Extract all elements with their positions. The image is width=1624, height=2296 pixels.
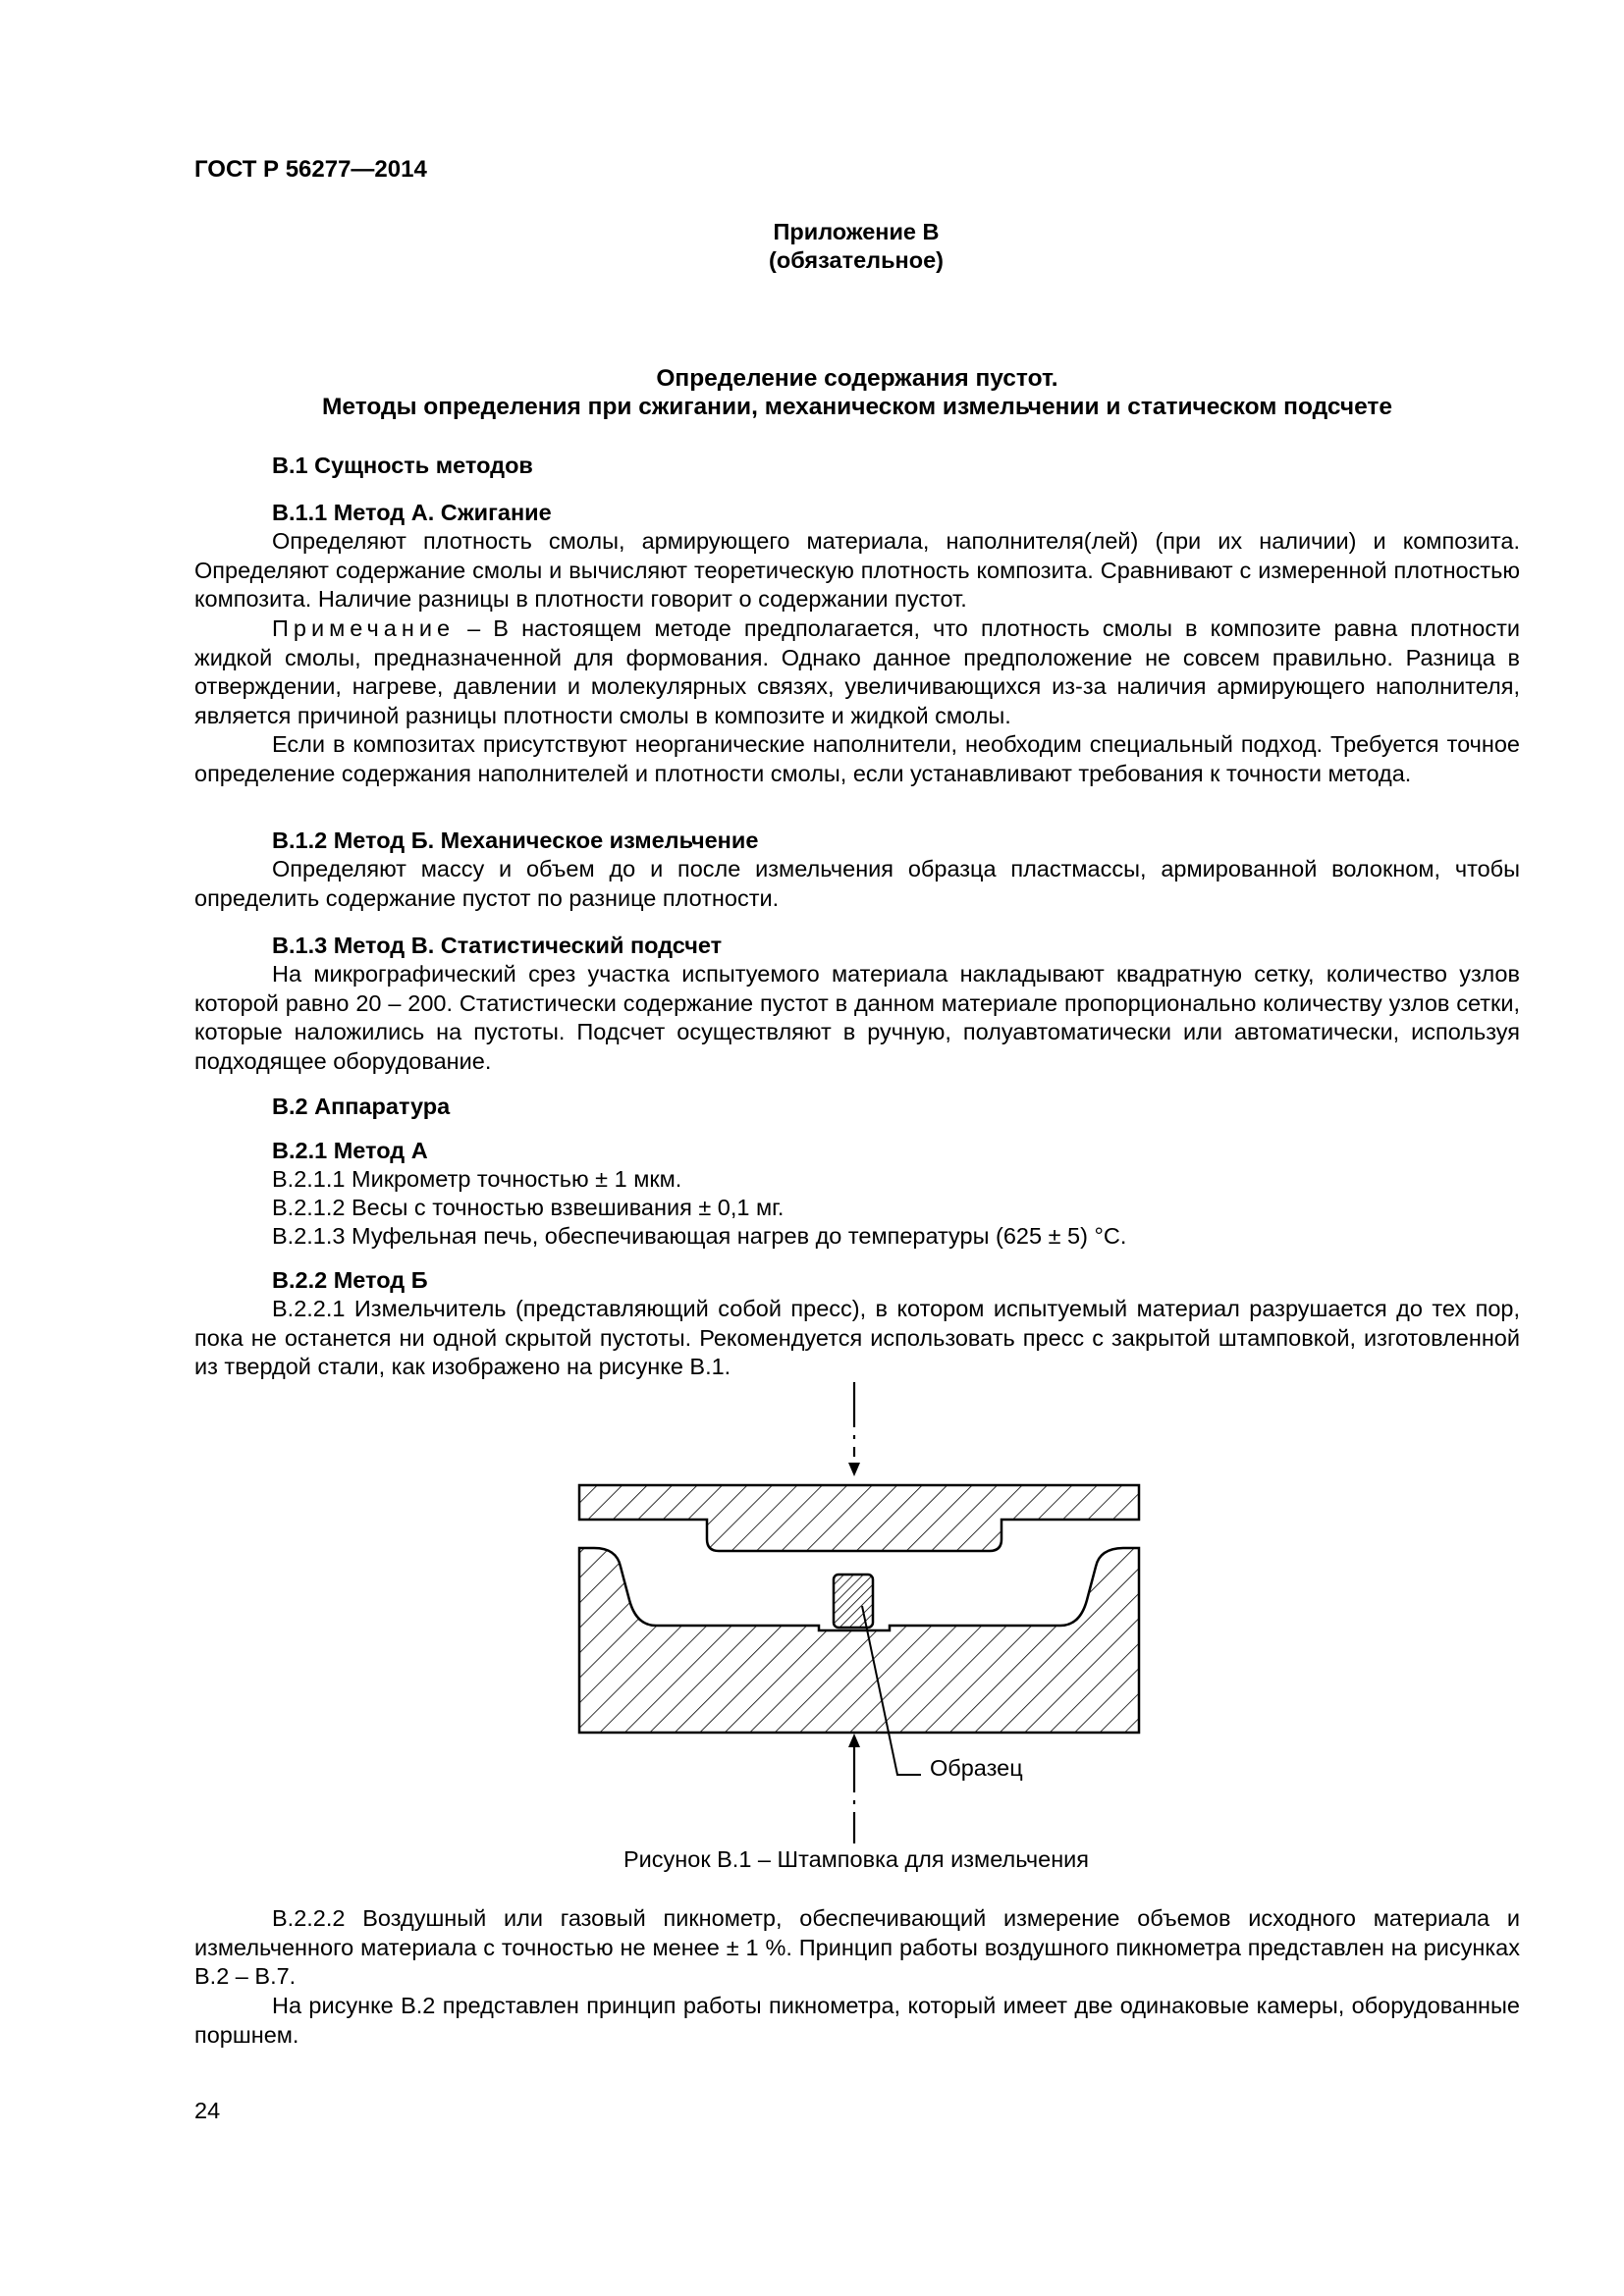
section-heading-b1: В.1 Сущность методов <box>272 453 533 478</box>
standard-designation: ГОСТ Р 56277—2014 <box>194 156 427 183</box>
annex-heading-line2: Методы определения при сжигании, механическом измельчении и статическом подсчете <box>321 394 1392 420</box>
punch <box>579 1485 1139 1551</box>
annex-status: (обязательное) <box>769 247 944 273</box>
section-heading-b12: В.1.2 Метод Б. Механическое измельчение <box>272 828 759 853</box>
paragraph-b221: В.2.2.1 Измельчитель (представляющий собой пресс), в котором испытуемый материал разрушается до тех пор, пока не останется ни одной скрытой пустоты. Рекомендуется использовать пресс с закрытой штамповкой, изготовленной из твердой стали, как изображено на рисунке В.1. <box>194 1296 1520 1379</box>
section-heading-b2: В.2 Аппаратура <box>272 1094 451 1119</box>
force-arrow-top <box>848 1463 860 1476</box>
paragraph-b222-2: На рисунке В.2 представлен принцип работы пикнометра, который имеет две одинаковые камеры, оборудованные поршнем. <box>194 1993 1520 2048</box>
sample <box>834 1575 873 1628</box>
figure-caption: Рисунок В.1 – Штамповка для измельчения <box>623 1846 1090 1872</box>
note-b11 <box>194 614 1520 730</box>
paragraph-b222: В.2.2.2 Воздушный или газовый пикнометр, обеспечивающий измерение объемов исходного материала и измельченного материала с точностью не менее ± 1 %. Принцип работы воздушного пикнометра представлен на рисунках В.2 – В.7. <box>194 1905 1520 1989</box>
item-b213: В.2.1.3 Муфельная печь, обеспечивающая нагрев до температуры (625 ± 5) °С. <box>272 1223 1127 1249</box>
section-heading-b22: В.2.2 Метод Б <box>272 1267 428 1293</box>
force-arrow-bottom <box>848 1734 860 1747</box>
item-b212: В.2.1.2 Весы с точностью взвешивания ± 0,1 мг. <box>272 1195 785 1220</box>
note-label: Примечание <box>272 615 456 641</box>
figure-die-press-diagram <box>550 1382 1159 1843</box>
page-number: 24 <box>194 2098 221 2123</box>
annex-heading-line1: Определение содержания пустот. <box>656 365 1058 392</box>
note-text: – В настоящем методе предполагается, что плотность смолы в композите равна плотности жидкой смолы, предназначенной для формования. Однако данное предположение не совсем правильно. Разница в отверждении, нагреве, давлении и молекулярных связях, увеличивающихся из-за наличия армирующего наполнителя, является причиной разницы плотности смолы в композите и жидкой смолы. <box>194 615 1520 728</box>
annex-title: Приложение В <box>773 219 940 244</box>
paragraph-b11-2: Если в композитах присутствуют неорганические наполнители, необходим специальный подход. Требуется точное определение содержания наполнителей и плотности смолы, если устанавливают требования к точности метода. <box>194 731 1520 786</box>
paragraph-b13-1: На микрографический срез участка испытуемого материала накладывают квадратную сетку, количество узлов которой равно 20 – 200. Статистически содержание пустот в данном материале пропорционально количеству узлов сетки, которые наложились на пустоты. Подсчет осуществляют в ручную, полуавтоматически или автоматически, используя подходящее оборудование. <box>194 961 1520 1074</box>
paragraph-b11-1: Определяют плотность смолы, армирующего материала, наполнителя(лей) (при их наличии) и композита. Определяют содержание смолы и вычисляют теоретическую плотность композита. Сравнивают с измеренной плотностью композита. Наличие разницы в плотности говорит о содержании пустот. <box>194 528 1520 612</box>
section-heading-b21: В.2.1 Метод А <box>272 1138 428 1163</box>
section-heading-b11: В.1.1 Метод А. Сжигание <box>272 500 552 525</box>
figure-label-sample: Образец <box>930 1755 1023 1781</box>
paragraph-b12-1: Определяют массу и объем до и после измельчения образца пластмассы, армированной волокном, чтобы определить содержание пустот по разнице плотности. <box>194 856 1520 911</box>
item-b211: В.2.1.1 Микрометр точностью ± 1 мкм. <box>272 1166 682 1192</box>
section-heading-b13: В.1.3 Метод В. Статистический подсчет <box>272 933 723 958</box>
